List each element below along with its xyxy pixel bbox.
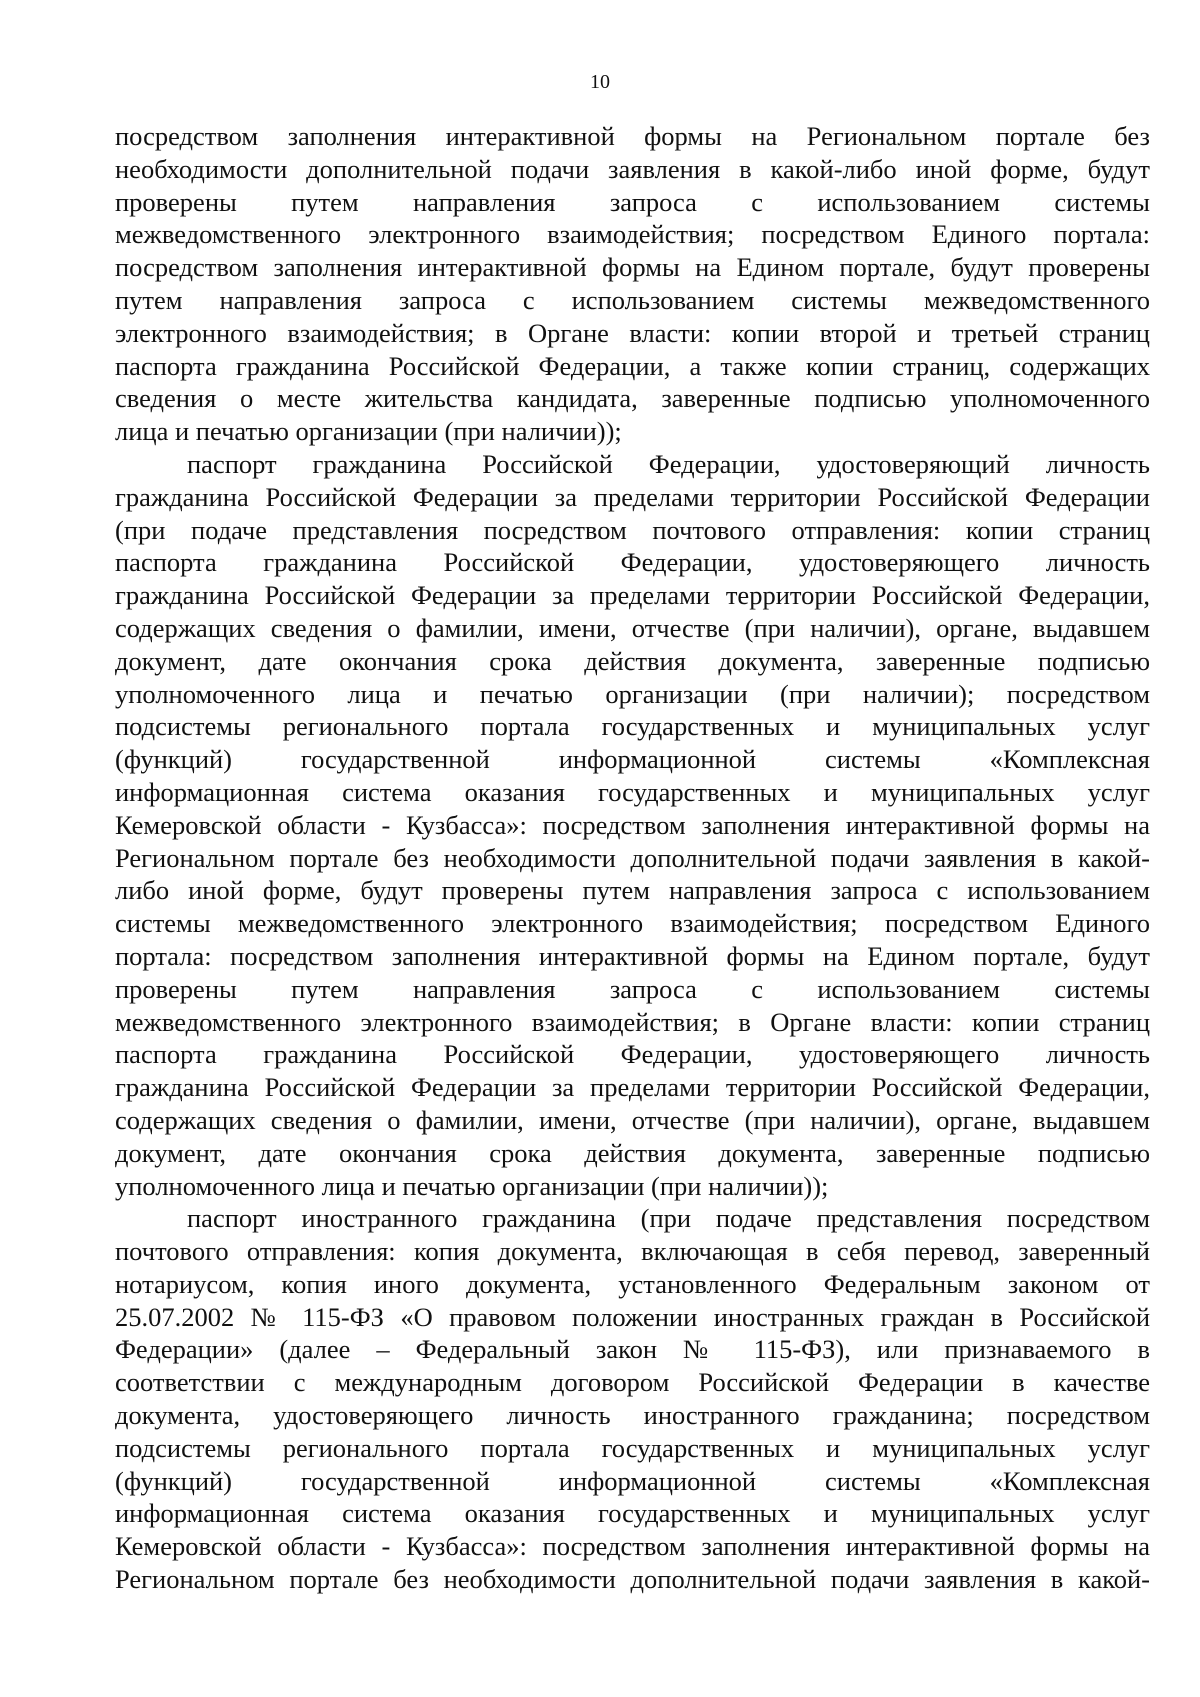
text-line: подсистемы регионального портала государственных и муниципальных услуг	[115, 711, 1150, 742]
text-line: документ, дате окончания срока действия документа, заверенные подписью	[115, 1137, 1150, 1168]
text-line: 25.07.2002 № 115-ФЗ «О правовом положении иностранных граждан в Российской	[115, 1301, 1150, 1332]
text-line: нотариусом, копия иного документа, установленного Федеральным законом от	[115, 1268, 1150, 1299]
text-line: содержащих сведения о фамилии, имени, отчестве (при наличии), органе, выдавшем	[115, 612, 1150, 643]
text-line: почтового отправления: копия документа, включающая в себя перевод, заверенный	[115, 1236, 1150, 1267]
text-line: межведомственного электронного взаимодействия; посредством Единого портала:	[115, 219, 1150, 250]
text-line: информационная система оказания государственных и муниципальных услуг	[115, 1498, 1150, 1529]
text-line: путем направления запроса с использованием системы межведомственного	[115, 284, 1150, 315]
text-line: (при подаче представления посредством почтового отправления: копии страниц	[115, 514, 1150, 545]
text-line: гражданина Российской Федерации за пределами территории Российской Федерации	[115, 481, 1150, 512]
text-line: паспорта гражданина Российской Федерации, удостоверяющего личность	[115, 547, 1150, 578]
page-number: 10	[590, 71, 610, 93]
document-body	[115, 120, 1150, 1596]
text-line: документа, удостоверяющего личность иностранного гражданина; посредством	[115, 1400, 1150, 1431]
text-line: посредством заполнения интерактивной формы на Едином портале, будут проверены	[115, 252, 1150, 283]
text-line: Региональном портале без необходимости дополнительной подачи заявления в какой-	[115, 1564, 1150, 1595]
text-line: необходимости дополнительной подачи заявления в какой-либо иной форме, будут	[115, 153, 1150, 184]
text-line: Региональном портале без необходимости дополнительной подачи заявления в какой-	[115, 842, 1150, 873]
text-line: лица и печатью организации (при наличии));	[115, 416, 622, 447]
text-line: гражданина Российской Федерации за пределами территории Российской Федерации,	[115, 1072, 1150, 1103]
text-line: паспорта гражданина Российской Федерации, удостоверяющего личность	[115, 1039, 1150, 1070]
text-line: межведомственного электронного взаимодействия; в Органе власти: копии страниц	[115, 1006, 1150, 1037]
text-line: сведения о месте жительства кандидата, заверенные подписью уполномоченного	[115, 383, 1150, 414]
text-line: содержащих сведения о фамилии, имени, отчестве (при наличии), органе, выдавшем	[115, 1104, 1150, 1135]
text-line: электронного взаимодействия; в Органе власти: копии второй и третьей страниц	[115, 317, 1150, 348]
text-line: информационная система оказания государственных и муниципальных услуг	[115, 776, 1150, 807]
text-line: гражданина Российской Федерации за пределами территории Российской Федерации,	[115, 580, 1150, 611]
text-line: (функций) государственной информационной системы «Комплексная	[115, 1465, 1150, 1496]
text-line: паспорт иностранного гражданина (при подаче представления посредством	[187, 1203, 1150, 1234]
text-line: проверены путем направления запроса с использованием системы	[115, 973, 1150, 1004]
text-line: проверены путем направления запроса с использованием системы	[115, 186, 1150, 217]
text-line: Федерации» (далее – Федеральный закон № 115-ФЗ), или признаваемого в	[115, 1334, 1150, 1365]
text-line: уполномоченного лица и печатью организации (при наличии));	[115, 1170, 829, 1201]
text-line: системы межведомственного электронного взаимодействия; посредством Единого	[115, 908, 1150, 939]
text-line: документ, дате окончания срока действия документа, заверенные подписью	[115, 645, 1150, 676]
text-line: Кемеровской области - Кузбасса»: посредством заполнения интерактивной формы на	[115, 809, 1150, 840]
text-line: портала: посредством заполнения интерактивной формы на Едином портале, будут	[115, 940, 1150, 971]
text-line: (функций) государственной информационной системы «Комплексная	[115, 744, 1150, 775]
text-line: паспорт гражданина Российской Федерации, удостоверяющий личность	[187, 448, 1150, 479]
text-line: либо иной форме, будут проверены путем направления запроса с использованием	[115, 875, 1150, 906]
text-line: соответствии с международным договором Российской Федерации в качестве	[115, 1367, 1150, 1398]
text-line: паспорта гражданина Российской Федерации, а также копии страниц, содержащих	[115, 350, 1150, 381]
text-line: уполномоченного лица и печатью организации (при наличии); посредством	[115, 678, 1150, 709]
text-line: подсистемы регионального портала государственных и муниципальных услуг	[115, 1432, 1150, 1463]
text-line: Кемеровской области - Кузбасса»: посредством заполнения интерактивной формы на	[115, 1531, 1150, 1562]
text-line: посредством заполнения интерактивной формы на Региональном портале без	[115, 121, 1150, 151]
